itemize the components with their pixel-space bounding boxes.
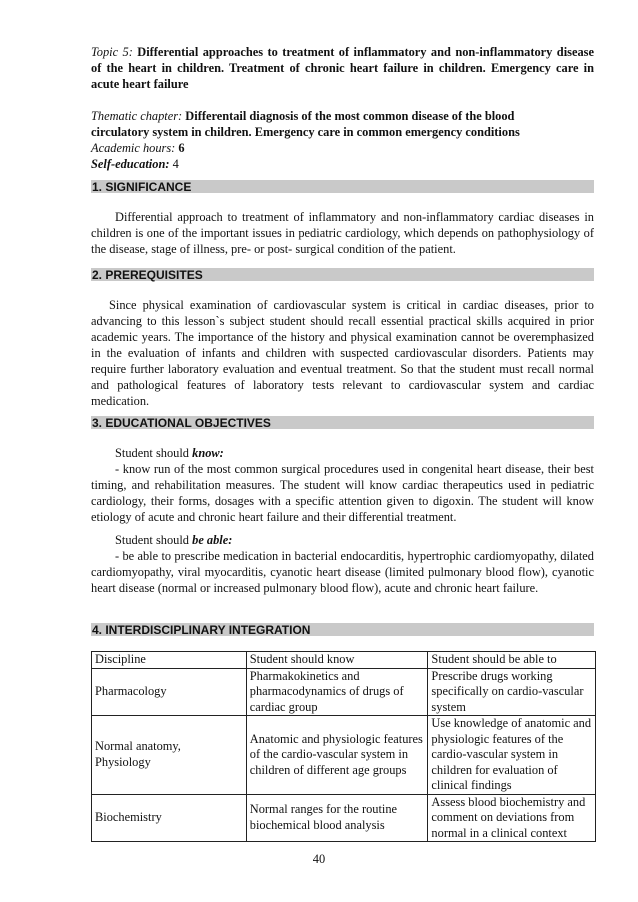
thematic-label: Thematic chapter: <box>91 109 183 123</box>
table-cell: Biochemistry <box>92 794 247 842</box>
know-intro <box>91 445 594 461</box>
self-education-line <box>91 156 594 172</box>
academic-hours-label: Academic hours: <box>91 141 176 155</box>
table-cell: Normal ranges for the routine biochemical blood analysis <box>246 794 428 842</box>
table-row <box>92 794 596 842</box>
able-intro-text: Student should <box>115 533 190 547</box>
section-significance-header: 1. SIGNIFICANCE <box>91 180 594 193</box>
self-education-label: Self-education: <box>91 157 170 171</box>
column-header: Student should know <box>246 652 428 669</box>
column-header: Student should be able to <box>428 652 596 669</box>
self-education-value: 4 <box>172 157 179 171</box>
table-cell: Use knowledge of anatomic and physiologic features of the cardio-vascular system in children for evaluation of clinical findings <box>428 716 596 795</box>
table-cell: Prescribe drugs working specifically on cardio-vascular system <box>428 668 596 716</box>
thematic-line <box>91 108 561 140</box>
significance-text: Differential approach to treatment of inflammatory and non-inflammatory cardiac diseases in children is one of the important issues in pediatric cardiology, which depends on pathophysiology of the disease, stage of illness, pre- or post- surgical condition of the patient. <box>91 210 594 256</box>
able-text: - be able to prescribe medication in bacterial endocarditis, hypertrophic cardiomyopathy, dilated cardiomyopathy, viral myocarditis, cyanotic heart disease (limited pulmonary blood flow), cyanotic heart disease (normal or increased pulmonary blood flow), acute and chronic heart failure. <box>91 549 594 595</box>
table-cell: Normal anatomy, Physiology <box>92 716 247 795</box>
prerequisites-text: Since physical examination of cardiovascular system is critical in cardiac diseases, prior to advancing to this lesson`s subject student should recall essential practical skills acquired in prior academic years. The importance of the history and physical examination cannot be overemphasized in the evaluation of infants and children with suspected cardiovascular disorders. Patients may require further laboratory evaluation and eventual treatment. So that the student must recall normal and pathological features of laboratory tests relevant to cardiovascular system and cardiac medication. <box>91 298 594 408</box>
table-cell: Assess blood biochemistry and comment on deviations from normal in a clinical context <box>428 794 596 842</box>
know-intro-text: Student should <box>115 446 190 460</box>
table-header-row <box>92 652 596 669</box>
thematic-title: Differentail diagnosis of the most common disease of the blood circulatory system in children. Emergency care in common emergency conditions <box>91 109 520 139</box>
integration-table <box>91 651 596 842</box>
table-cell: Pharmakokinetics and pharmacodynamics of drugs of cardiac group <box>246 668 428 716</box>
academic-hours-line <box>91 140 594 156</box>
table-row <box>92 716 596 795</box>
able-intro <box>91 532 594 548</box>
table-cell: Anatomic and physiologic features of the cardio-vascular system in children of different age groups <box>246 716 428 795</box>
table-row <box>92 668 596 716</box>
section-integration-header: 4. INTERDISCIPLINARY INTEGRATION <box>91 623 594 636</box>
section-objectives-header: 3. EDUCATIONAL OBJECTIVES <box>91 416 594 429</box>
column-header: Discipline <box>92 652 247 669</box>
topic-label: Topic 5: <box>91 45 133 59</box>
table-cell: Pharmacology <box>92 668 247 716</box>
know-emphasis: know: <box>192 446 224 460</box>
topic-title: Differential approaches to treatment of inflammatory and non-inflammatory disease of the heart in children. Treatment of chronic heart failure in children. Emergency care in acute heart failure <box>91 45 594 91</box>
page-number: 40 <box>312 852 326 866</box>
topic-line <box>91 44 594 92</box>
section-prerequisites-header: 2. PREREQUISITES <box>91 268 594 281</box>
able-emphasis: be able: <box>192 533 233 547</box>
know-text: - know run of the most common surgical procedures used in congenital heart disease, their best timing, and rehabilitation measures. The student will know cardiac therapeutics used in pediatric cardiology, their forms, dosages with a specific attention given to digoxin. The student will know etiology of acute and chronic heart failure and their differential treatment. <box>91 462 594 524</box>
academic-hours-value: 6 <box>178 141 185 155</box>
